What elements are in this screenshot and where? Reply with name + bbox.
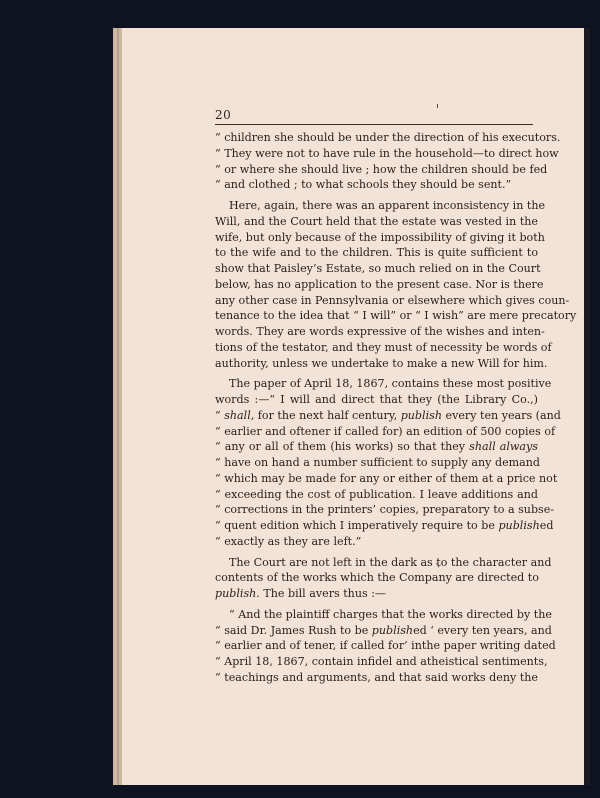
page-number: 20 [215,108,232,122]
paragraph-5 [215,607,556,686]
text-line: “ said Dr. James Rush to be published ‘ every ten years, and [215,623,552,637]
paragraph-2 [215,198,577,371]
text-line: “ have on hand a number sufficient to supply any demand [215,456,541,469]
page-shadow [584,28,590,785]
text-line: The Court are not left in the dark as to the character and [229,555,552,569]
text-line: “ shall, for the next half century, publish every ten years (and [215,408,561,422]
text-line: “ earlier and of tener, if called for’ inthe paper writing dated [215,639,556,653]
binding-line [117,28,119,785]
text-line: “ quent edition which I imperatively require to be publish [215,519,540,532]
text-line: to the wife and to the children. This is quite sufficient to [215,246,538,260]
print-speck [437,104,438,108]
text-line: “ April 18, 1867, contain infidel and atheistical sentiments, [215,655,548,668]
text-line: words. They are words expressive of the wishes and inten- [215,325,545,338]
text-line: “ earlier and oftener if called for) an edition of 500 copies of [215,424,556,438]
text-line: tions of the testator, and they must of necessity be words of [215,340,552,354]
text-line: “ any or all of them (his works) so that they shall always [215,440,538,454]
text-line: authority, unless we undertake to make a new Will for him. [215,356,548,370]
text-line: tenance to the idea that “ I will” or “ I wish” are mere precatory [215,309,577,323]
text-line: wife, but only because of the impossibility of giving it both [215,230,545,244]
body-text [215,130,577,686]
text-line: “ exactly as they are left.” [215,534,362,548]
text-line: “ teachings and arguments, and that said works deny the [215,670,538,684]
page-header [215,108,533,122]
text-line: contents of the works which the Company are directed to [215,571,539,585]
text-line: “ children she should be under the direction of his executors. [215,131,561,144]
text-line: The paper of April 18, 1867, contains these most positive [229,377,552,391]
text-line: “ They were not to have rule in the household—to direct how [215,146,559,160]
text-line: Here, again, there was an apparent inconsistency in the [229,199,546,212]
text-line: words :—“ I will and direct that they (the Library Co.,) [215,393,538,406]
text-line: show that Paisley’s Estate, so much relied on in the Court [215,262,541,275]
paragraph-4 [215,555,552,602]
paragraph-1 [215,130,561,193]
text-line: “ and clothed ; to what schools they should be sent.” [215,178,512,192]
text-line: below, has no application to the present case. Nor is there [215,277,544,291]
header-rule [215,124,533,125]
text-line: “ which may be made for any or either of them at a price not [215,471,558,485]
text-line: “ exceeding the cost of publication. I leave additions and [215,487,538,501]
paragraph-3 [215,376,561,549]
text-line: publish. The bill avers thus :— [215,587,387,600]
text-line: “ corrections in the printers’ copies, preparatory to a subse- [215,503,555,517]
text-line: “ or where she should live ; how the children should be fed [215,162,548,176]
text-line: any other case in Pennsylvania or elsewhere which gives coun- [215,293,570,307]
text-line: Will, and the Court held that the estate was vested in the [215,214,538,228]
text-line: “ And the plaintiff charges that the works directed by the [229,607,552,621]
